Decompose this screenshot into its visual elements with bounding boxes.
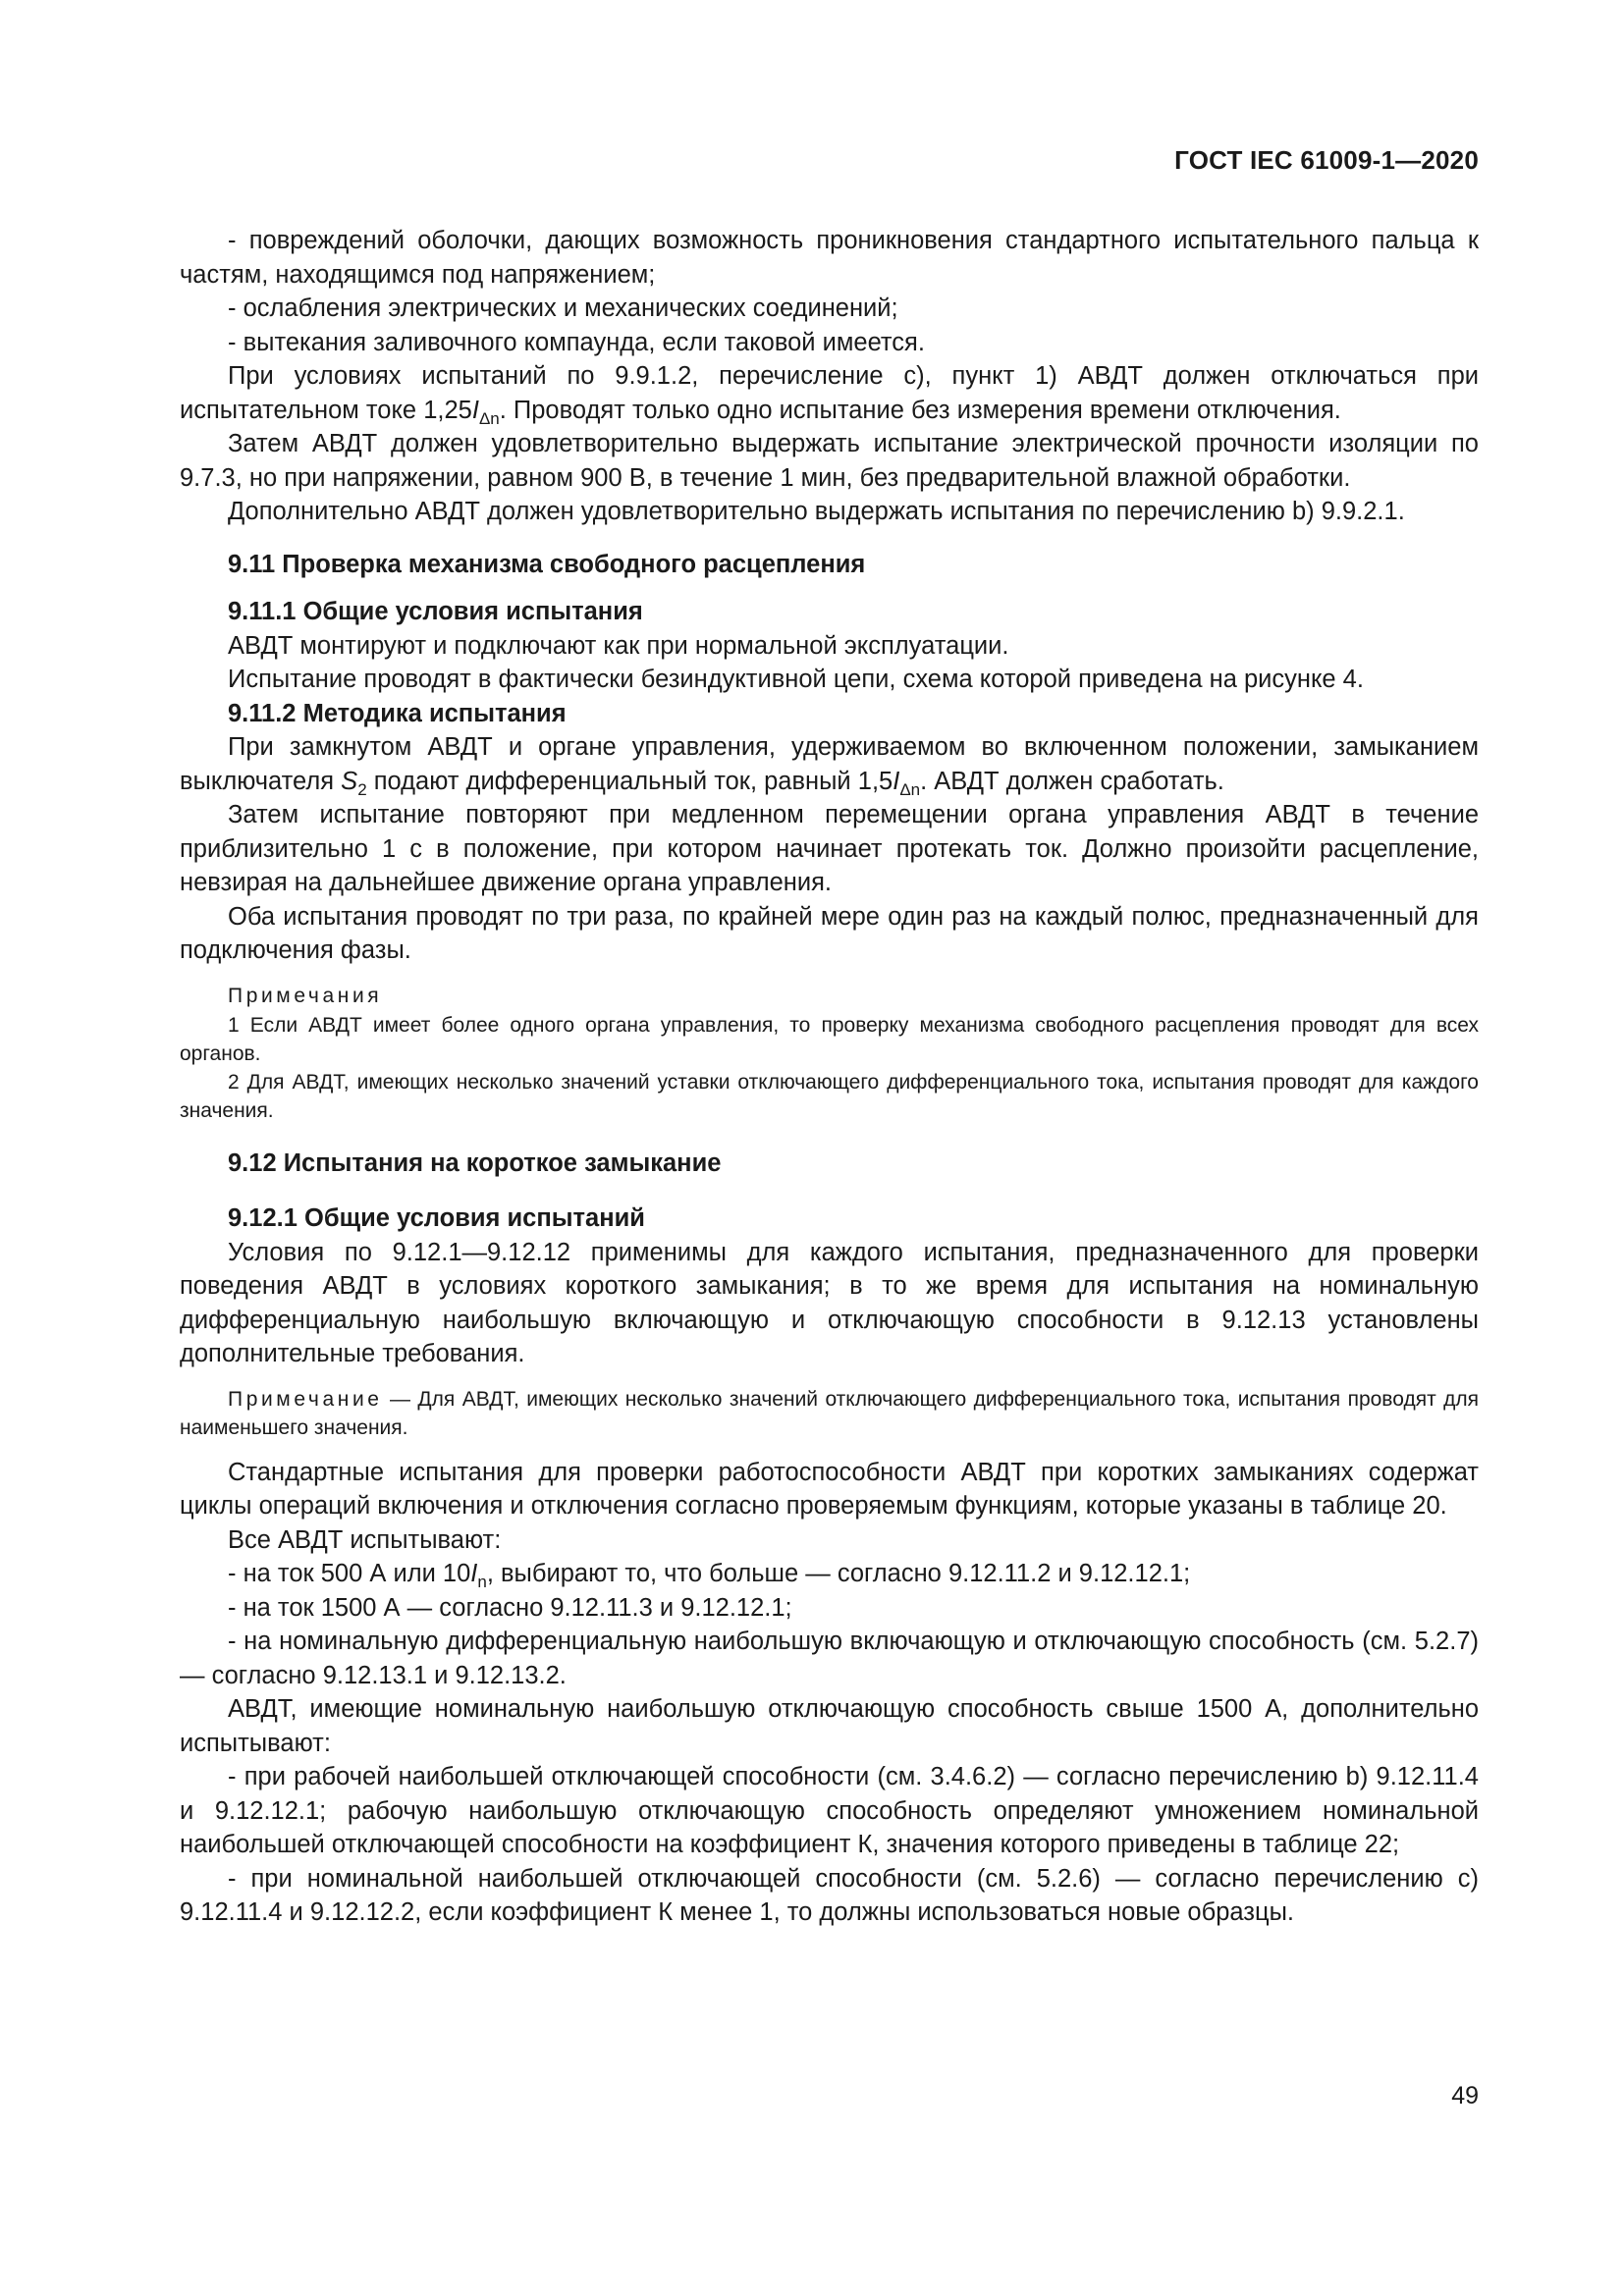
section-heading: 9.12 Испытания на короткое замыкание: [228, 1148, 722, 1177]
notes-label: Примечания: [228, 984, 383, 1007]
paragraph: Стандартные испытания для проверки работоспособности АВДТ при коротких замыканиях содержат циклы операций включения и отключения согласно проверяемым функциям, которые указаны в таблице 20.: [180, 1458, 1479, 1520]
list-item: - ослабления электрических и механических соединений;: [228, 294, 898, 322]
paragraph: Все АВДТ испытывают:: [228, 1525, 502, 1554]
subsection-heading: 9.12.1 Общие условия испытаний: [228, 1204, 645, 1232]
paragraph: При замкнутом АВДТ и органе управления, удерживаемом во включенном положении, замыканием выключателя $S_2$ подают дифференциальный ток, равный $1,5I_{\Delta n}$. АВДТ должен сработать.: [180, 733, 1479, 799]
page-number: 49: [1451, 2082, 1479, 2109]
paragraph: Затем АВДТ должен удовлетворительно выдержать испытание электрической прочности изоляции по 9.7.3, но при напряжении, равном 900 В, в течение 1 мин, без предварительной влажной обработки.: [180, 430, 1479, 492]
document-header: ГОСТ IEC 61009-1—2020: [1174, 145, 1479, 175]
list-item: - на ток 1500 А — согласно 9.12.11.3 и 9.12.12.1;: [228, 1593, 792, 1622]
paragraph: АВДТ монтируют и подключают как при нормальной эксплуатации.: [228, 631, 1009, 660]
paragraph: Испытание проводят в фактически безиндуктивной цепи, схема которой приведена на рисунке 4.: [228, 666, 1364, 693]
list-item: - при номинальной наибольшей отключающей способности (см. 5.2.6) — согласно перечислению c) 9.12.11.4 и 9.12.12.2, если коэффициент К менее 1, то должны использоваться новые образцы.: [180, 1864, 1479, 1926]
list-item: - на номинальную дифференциальную наибольшую включающую и отключающую способность (см. 5.2.7) — согласно 9.12.13.1 и 9.12.13.2.: [180, 1628, 1479, 1689]
paragraph: АВДТ, имеющие номинальную наибольшую отключающую способность свыше 1500 А, дополнительно испытывают:: [180, 1695, 1479, 1757]
section-heading: 9.11 Проверка механизма свободного расцепления: [228, 550, 866, 578]
paragraph: Условия по 9.12.1—9.12.12 применимы для каждого испытания, предназначенного для проверки поведения АВДТ в условиях короткого замыкания; в то же время для испытания на номинальную дифференциальную наибольшую включающую и отключающую способности в 9.12.13 установлены дополнительные требования.: [180, 1238, 1479, 1367]
paragraph: Дополнительно АВДТ должен удовлетворительно выдержать испытания по перечислению b) 9.9.2.1.: [228, 498, 1405, 525]
list-item: - повреждений оболочки, дающих возможность проникновения стандартного испытательного пальца к частям, находящимся под напряжением;: [180, 227, 1479, 289]
page-content: [180, 224, 1479, 1930]
list-item: - вытекания заливочного компаунда, если таковой имеется.: [228, 328, 925, 356]
subsection-heading: 9.11.2 Методика испытания: [228, 699, 567, 727]
list-item: - при рабочей наибольшей отключающей способности (см. 3.4.6.2) — согласно перечислению b) 9.12.11.4 и 9.12.12.1; рабочую наибольшую отключающую способность определяют умножением номинальной наибольшей отключающей способности на коэффициент К, значения которого приведены в таблице 22;: [180, 1763, 1479, 1858]
list-item: - на ток 500 А или $10I_n$, выбирают то, что больше — согласно 9.12.11.2 и 9.12.12.1;: [228, 1560, 1191, 1592]
note: 2 Для АВДТ, имеющих несколько значений уставки отключающего дифференциального тока, испытания проводят для каждого значения.: [180, 1070, 1479, 1122]
subsection-heading: 9.11.1 Общие условия испытания: [228, 598, 643, 625]
note: Примечание — Для АВДТ, имеющих несколько значений отключающего дифференциального тока, испытания проводят для наименьшего значения.: [180, 1387, 1479, 1439]
paragraph: При условиях испытаний по 9.9.1.2, перечисление c), пункт 1) АВДТ должен отключаться при испытательном токе $1,25I_{\Delta n}$. Проводят только одно испытание без измерения времени отключения.: [180, 362, 1479, 428]
note: 1 Если АВДТ имеет более одного органа управления, то проверку механизма свободного расцепления проводят для всех органов.: [180, 1013, 1479, 1065]
paragraph: Затем испытание повторяют при медленном перемещении органа управления АВДТ в течение приблизительно 1 с в положение, при котором начинает протекать ток. Должно произойти расцепление, невзирая на дальнейшее движение органа управления.: [180, 801, 1479, 896]
paragraph: Оба испытания проводят по три раза, по крайней мере один раз на каждый полюс, предназначенный для подключения фазы.: [180, 902, 1479, 964]
